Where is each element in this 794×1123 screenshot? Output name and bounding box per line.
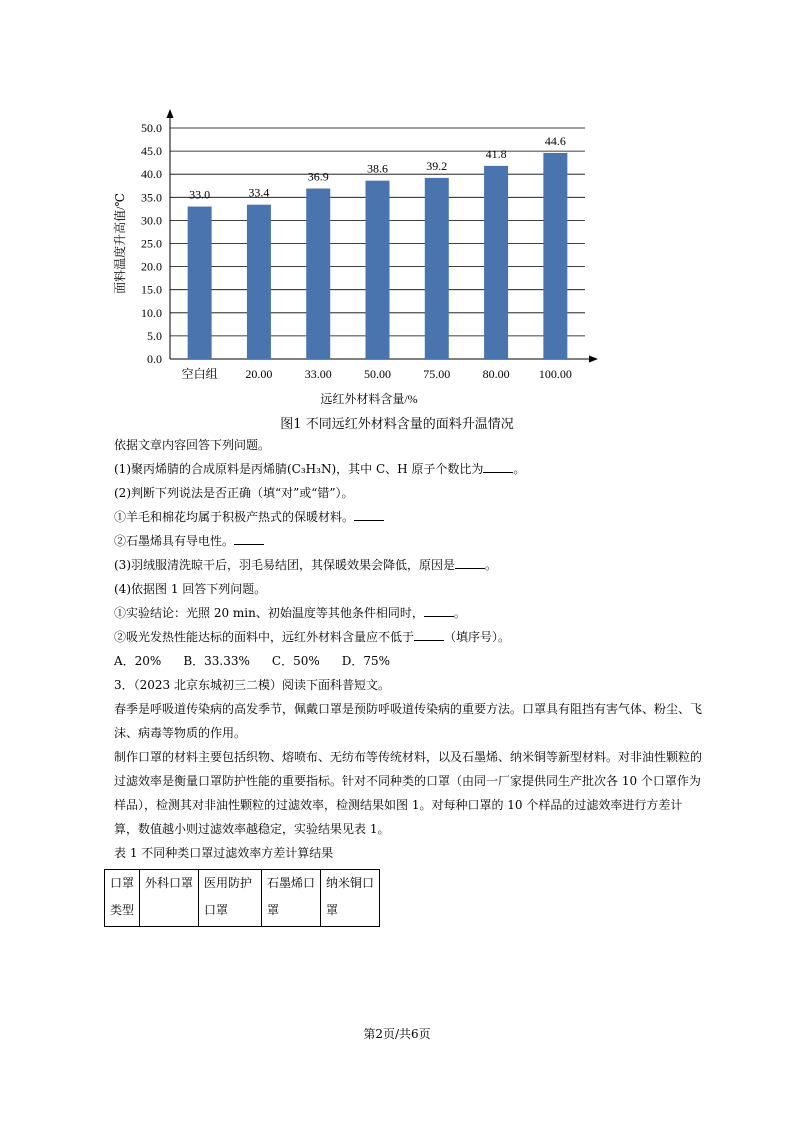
section-3-para-2: 制作口罩的材料主要包括织物、熔喷布、无纺布等传统材料，以及石墨烯、纳米铜等新型材料。对非油性颗粒的过滤效率是衡量口罩防护性能的重要指标。针对不同种类的口罩（由同一厂家提供同生产批次各 10 个口罩作为样品），检测其对非油性颗粒的过滤效率，检测结果如图 1。对每种口罩的 10 个样品的过滤效率进行方差计算，数值越小则过滤效率越稳定，实验结果见表 1。 bbox=[114, 750, 703, 836]
table-row bbox=[105, 870, 380, 927]
data-label: 41.8 bbox=[485, 146, 507, 161]
bar bbox=[425, 178, 449, 359]
y-tick-label: 40.0 bbox=[141, 167, 162, 182]
data-label: 33.0 bbox=[189, 187, 211, 202]
x-axis-label: 远红外材料含量/% bbox=[320, 392, 418, 406]
table-cell: 纳米铜口罩 bbox=[321, 870, 380, 927]
option: A．20% bbox=[114, 654, 162, 668]
y-tick-label: 45.0 bbox=[141, 144, 162, 159]
question-1: (1)聚丙烯腈的合成原料是丙烯腈(C₃H₃N)，其中 C、H 原子个数比为 。 bbox=[114, 457, 704, 481]
bar bbox=[306, 189, 330, 359]
x-tick-label: 33.00 bbox=[304, 367, 332, 381]
data-label: 44.6 bbox=[544, 133, 566, 148]
x-tick-label: 75.00 bbox=[423, 367, 451, 381]
option: C．50% bbox=[271, 654, 320, 668]
x-tick-label: 50.00 bbox=[364, 367, 391, 381]
option: D．75% bbox=[341, 654, 391, 668]
x-tick-label: 100.00 bbox=[538, 367, 572, 381]
y-tick-label: 30.0 bbox=[141, 213, 162, 228]
answer-blank bbox=[414, 626, 444, 641]
bar bbox=[543, 153, 567, 359]
section-3-heading: 3．（2023 北京东城初三二模）阅读下面科普短文。 bbox=[114, 678, 390, 692]
answer-blank bbox=[455, 554, 485, 569]
table-cell: 外科口罩 bbox=[140, 870, 199, 927]
x-axis-arrow bbox=[589, 356, 598, 363]
table-cell: 石墨烯口罩 bbox=[262, 870, 321, 927]
y-axis-label: 面料温度升高值/℃ bbox=[113, 193, 127, 294]
answer-blank bbox=[354, 506, 384, 521]
x-tick-label: 80.00 bbox=[482, 367, 510, 381]
y-tick-label: 10.0 bbox=[141, 305, 162, 320]
section-3-para-1: 春季是呼吸道传染病的高发季节，佩戴口罩是预防呼吸道传染病的重要方法。口罩具有阻挡有害气体、粉尘、飞沫、病毒等物质的作用。 bbox=[114, 702, 703, 740]
bar bbox=[484, 166, 508, 359]
question-4b: ②吸光发热性能达标的面料中，远红外材料含量应不低于 （填序号）。 bbox=[114, 625, 704, 649]
y-tick-label: 5.0 bbox=[147, 328, 162, 343]
option: B．33.33% bbox=[183, 654, 250, 668]
bar bbox=[247, 205, 271, 359]
question-2: (2)判断下列说法是否正确（填“对”或“错”）。 bbox=[114, 486, 354, 500]
question-2a: ①羊毛和棉花均属于积极产热式的保暖材料。 bbox=[114, 505, 704, 529]
questions-intro: 依据文章内容回答下列问题。 bbox=[114, 438, 271, 452]
y-tick-label: 50.0 bbox=[141, 121, 162, 135]
question-4: (4)依据图 1 回答下列问题。 bbox=[114, 582, 267, 596]
data-label: 39.2 bbox=[426, 158, 448, 173]
y-tick-label: 25.0 bbox=[141, 236, 162, 251]
x-tick-label: 空白组 bbox=[181, 367, 218, 381]
table-cell: 医用防护口罩 bbox=[199, 870, 262, 927]
bar bbox=[366, 181, 390, 359]
y-axis-arrow bbox=[167, 109, 174, 118]
answer-blank bbox=[234, 530, 264, 545]
question-4a: ①实验结论：光照 20 min、初始温度等其他条件相同时， 。 bbox=[114, 601, 704, 625]
figure-caption: 图1 不同远红外材料含量的面料升温情况 bbox=[280, 417, 514, 432]
mask-table bbox=[104, 869, 380, 927]
answer-options bbox=[114, 649, 704, 673]
y-tick-label: 20.0 bbox=[141, 259, 162, 274]
x-tick-label: 20.00 bbox=[245, 367, 273, 381]
y-tick-label: 0.0 bbox=[147, 352, 162, 366]
bar-chart bbox=[0, 0, 794, 410]
bar bbox=[188, 207, 212, 359]
y-tick-label: 15.0 bbox=[141, 282, 162, 297]
table-cell: 口罩类型 bbox=[105, 870, 140, 927]
content bbox=[114, 433, 704, 865]
page-footer: 第2页/共6页 bbox=[363, 1027, 431, 1041]
table-caption: 表 1 不同种类口罩过滤效率方差计算结果 bbox=[114, 846, 334, 860]
y-tick-label: 35.0 bbox=[141, 190, 162, 205]
answer-blank bbox=[483, 458, 513, 473]
data-label: 33.4 bbox=[248, 185, 270, 200]
question-3: (3)羽绒服清洗晾干后，羽毛易结团，其保暖效果会降低，原因是 。 bbox=[114, 553, 704, 577]
data-label: 36.9 bbox=[307, 169, 329, 184]
data-label: 38.6 bbox=[367, 161, 388, 176]
question-2b: ②石墨烯具有导电性。 bbox=[114, 529, 704, 553]
answer-blank bbox=[424, 602, 454, 617]
